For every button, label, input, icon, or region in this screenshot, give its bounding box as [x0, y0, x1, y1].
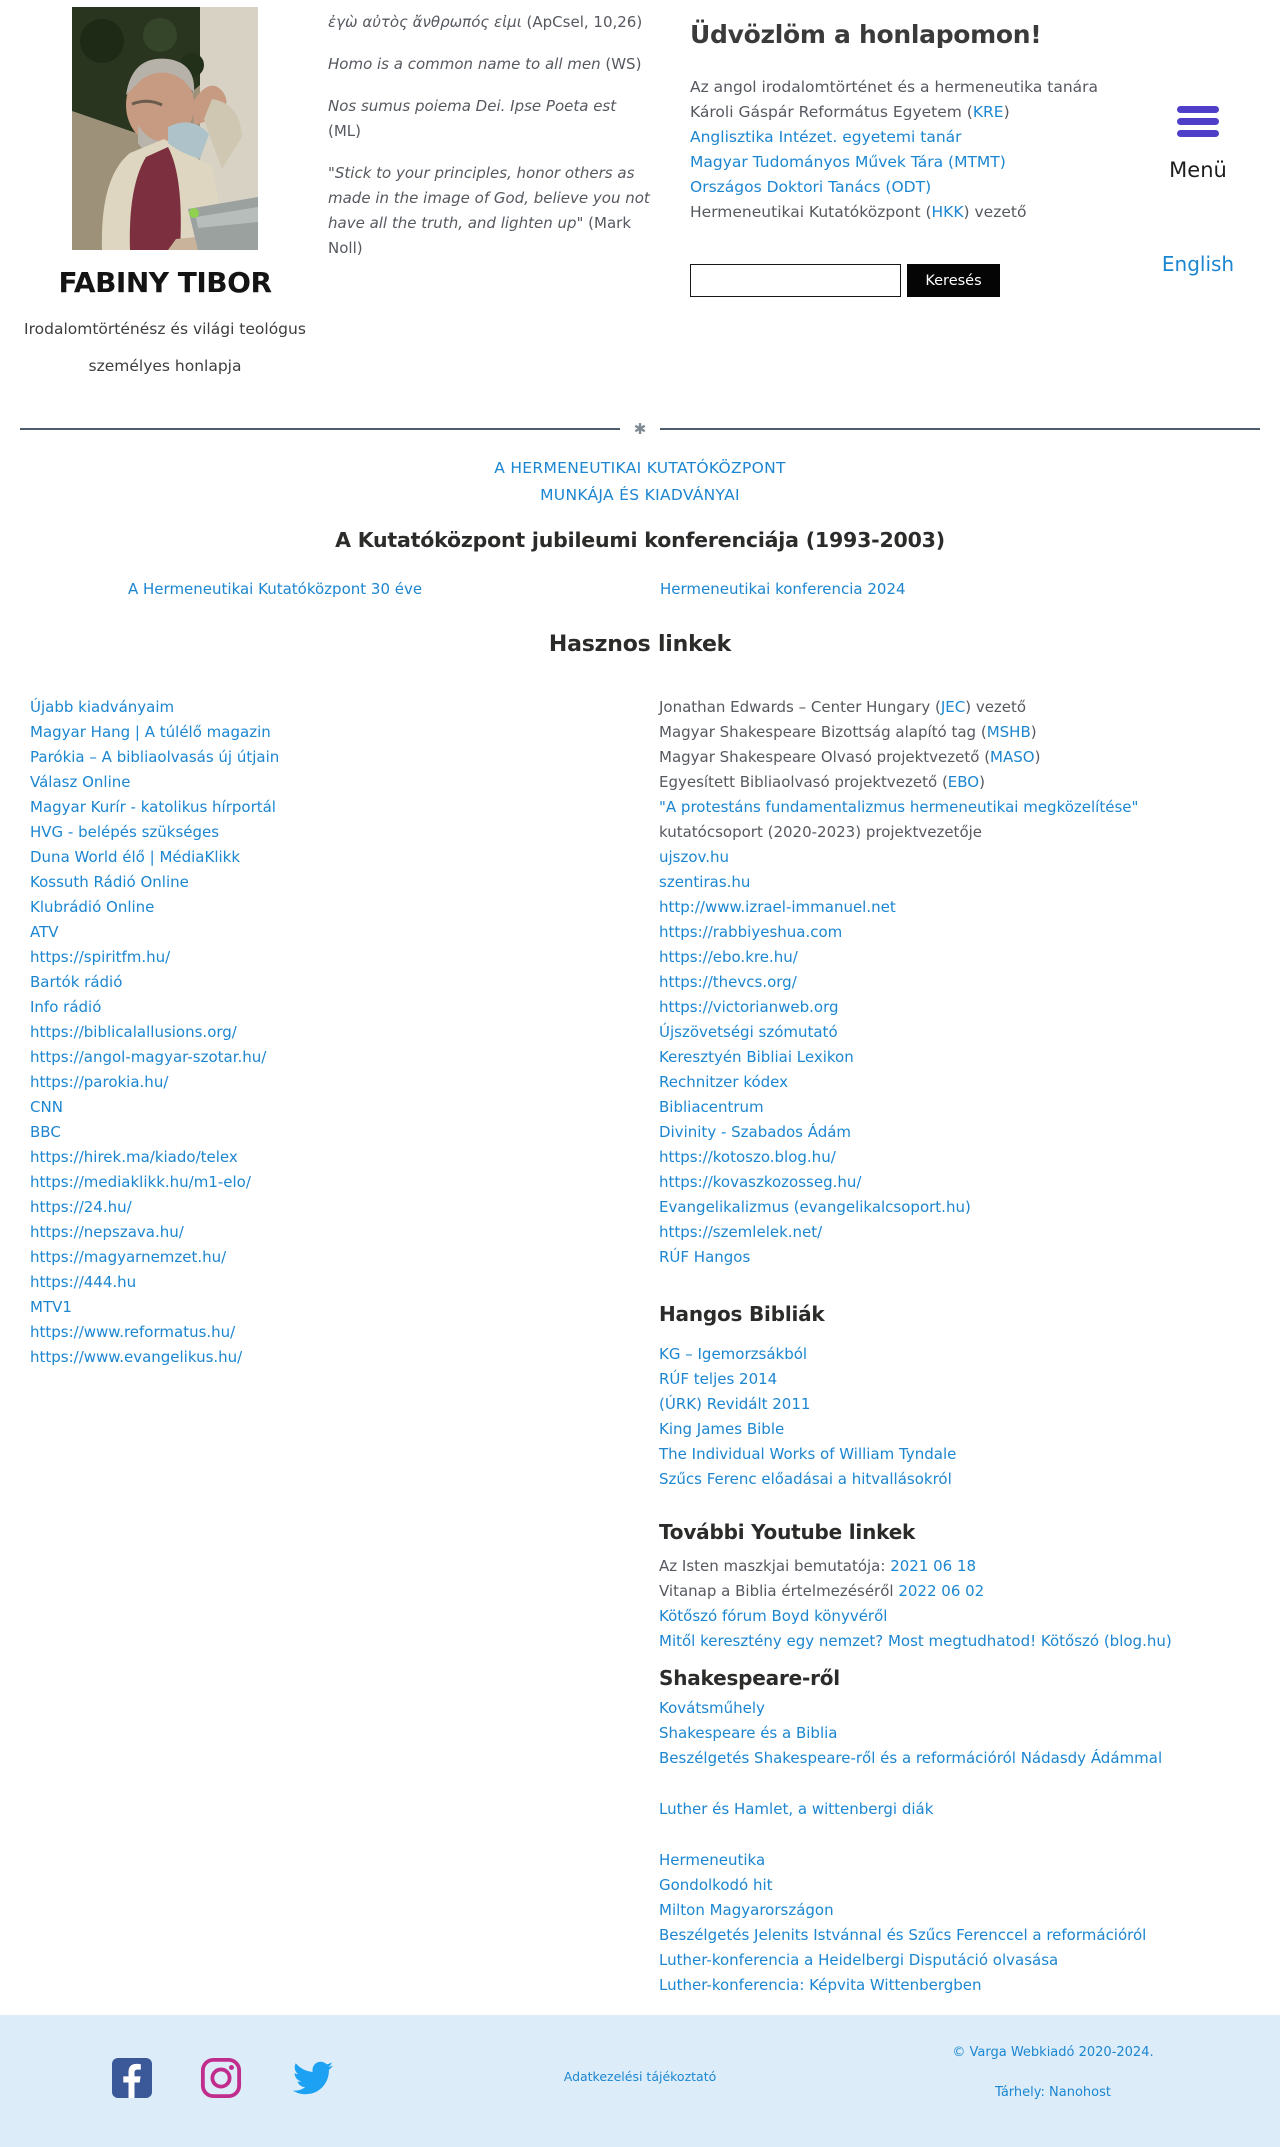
search-bar: [690, 264, 1122, 297]
jubilee-conference-heading: A Kutatóközpont jubileumi konferenciája (1993-2003): [335, 528, 945, 552]
shakespeare-title: Shakespeare-ről: [659, 1666, 840, 1690]
right-column-line: [659, 795, 1259, 820]
useful-link[interactable]: CNN: [30, 1098, 63, 1116]
useful-links-title: Hasznos linkek: [548, 632, 732, 657]
youtube-link[interactable]: 2021 06 18: [890, 1557, 977, 1575]
hamburger-menu-icon[interactable]: [1177, 106, 1219, 137]
useful-link[interactable]: https://rabbiyeshua.com: [659, 923, 843, 941]
useful-link[interactable]: http://www.izrael-immanuel.net: [659, 898, 896, 916]
shakespeare-link[interactable]: Luther-konferencia: Képvita Wittenbergben: [659, 1976, 982, 1994]
right-column-line: [659, 1045, 1259, 1070]
useful-link[interactable]: ATV: [30, 923, 59, 941]
right-column-line: [659, 1120, 1259, 1145]
welcome-link[interactable]: Anglisztika Intézet. egyetemi tanár: [690, 128, 962, 146]
youtube-links-title: További Youtube linkek: [659, 1520, 916, 1544]
welcome-line: [690, 125, 1122, 150]
audio-bible-link[interactable]: KG – Igemorzsákból: [659, 1345, 808, 1363]
shakespeare-link[interactable]: Milton Magyarországon: [659, 1901, 834, 1919]
copyright-text: © Varga Webkiadó 2020-2024.: [952, 2045, 1154, 2060]
welcome-block: [690, 20, 1122, 297]
useful-link[interactable]: Parókia – A bibliaolvasás új útjain: [30, 748, 280, 766]
shakespeare-links-group1: [659, 1696, 1259, 1771]
privacy-policy-link[interactable]: Adatkezelési tájékoztató: [563, 2069, 717, 2084]
hamburger-bar: [1177, 130, 1219, 137]
right-column-line: Magyar Shakespeare Bizottság alapító tag (MSHB): [659, 723, 1037, 741]
research-center-link: [0, 455, 1280, 509]
useful-link[interactable]: https://www.reformatus.hu/: [30, 1323, 236, 1341]
useful-link[interactable]: Bibliacentrum: [659, 1098, 764, 1116]
shakespeare-link[interactable]: Shakespeare és a Biblia: [659, 1724, 838, 1742]
right-column-line: [659, 1195, 1259, 1220]
welcome-line: Hermeneutikai Kutatóközpont (HKK) vezető: [690, 203, 1027, 221]
useful-link[interactable]: https://kotoszo.blog.hu/: [659, 1148, 836, 1166]
shakespeare-link[interactable]: Beszélgetés Jelenits Istvánnal és Szűcs Ferenccel a reformációról: [659, 1926, 1147, 1944]
audio-bible-link[interactable]: The Individual Works of William Tyndale: [659, 1445, 957, 1463]
shakespeare-links-group3: [659, 1848, 1259, 1998]
useful-link[interactable]: Bartók rádió: [30, 973, 123, 991]
useful-link[interactable]: Magyar Hang | A túlélő magazin: [30, 723, 271, 741]
right-column-line: [659, 945, 1259, 970]
audio-bible-link[interactable]: Szűcs Ferenc előadásai a hitvallásokról: [659, 1470, 952, 1488]
youtube-line: Vitanap a Biblia értelmezéséről 2022 06 02: [659, 1582, 985, 1600]
useful-link[interactable]: https://magyarnemzet.hu/: [30, 1248, 227, 1266]
useful-link[interactable]: https://444.hu: [30, 1273, 137, 1291]
welcome-lines: [690, 75, 1122, 225]
right-column-line: [659, 995, 1259, 1020]
useful-link[interactable]: "A protestáns fundamentalizmus hermeneutikai megközelítése": [659, 798, 1139, 816]
useful-link[interactable]: https://spiritfm.hu/: [30, 948, 171, 966]
right-column-line: [659, 920, 1259, 945]
useful-link[interactable]: https://hirek.ma/kiado/telex: [30, 1148, 238, 1166]
profile-block: [0, 7, 330, 375]
audio-bible-link[interactable]: (ÚRK) Revidált 2011: [659, 1395, 811, 1413]
welcome-line: [690, 175, 1122, 200]
useful-links-left-column: [30, 695, 610, 1370]
useful-link[interactable]: MSHB: [986, 723, 1031, 741]
portrait-photo: [72, 7, 258, 250]
right-column-line: [659, 1170, 1259, 1195]
conference-links-row: [0, 580, 1280, 605]
useful-link[interactable]: https://parokia.hu/: [30, 1073, 169, 1091]
welcome-link[interactable]: KRE: [972, 103, 1004, 121]
audio-bibles-title: Hangos Bibliák: [659, 1302, 825, 1326]
useful-link[interactable]: https://24.hu/: [30, 1198, 132, 1216]
useful-link[interactable]: Újszövetségi szómutató: [659, 1023, 838, 1041]
useful-link[interactable]: https://angol-magyar-szotar.hu/: [30, 1048, 267, 1066]
shakespeare-links-group2: [659, 1797, 1259, 1822]
quote-line: Nos sumus poiema Dei. Ipse Poeta est (ML): [328, 97, 617, 140]
hamburger-bar: [1177, 106, 1219, 113]
youtube-link[interactable]: 2022 06 02: [898, 1582, 985, 1600]
useful-link[interactable]: Keresztyén Bibliai Lexikon: [659, 1048, 854, 1066]
right-column-line: [659, 1220, 1259, 1245]
quote-line: Homo is a common name to all men (WS): [328, 55, 642, 73]
youtube-line: Az Isten maszkjai bemutatója: 2021 06 18: [659, 1557, 977, 1575]
useful-link[interactable]: https://mediaklikk.hu/m1-elo/: [30, 1173, 251, 1191]
shakespeare-link[interactable]: Gondolkodó hit: [659, 1876, 773, 1894]
useful-link[interactable]: MTV1: [30, 1298, 72, 1316]
useful-link[interactable]: Duna World élő | MédiaKlikk: [30, 848, 241, 866]
research-center-link-line1[interactable]: A HERMENEUTIKAI KUTATÓKÖZPONT: [494, 459, 786, 477]
welcome-line: Károli Gáspár Református Egyetem (KRE): [690, 103, 1010, 121]
welcome-line: Az angol irodalomtörténet és a hermeneutika tanára: [690, 78, 1099, 96]
search-button[interactable]: Keresés: [907, 264, 1000, 297]
useful-link[interactable]: Divinity - Szabados Ádám: [659, 1123, 852, 1141]
hermeneutics-conference-2024-link[interactable]: Hermeneutikai konferencia 2024: [660, 580, 906, 598]
language-switch-english[interactable]: English: [1161, 252, 1235, 276]
useful-link[interactable]: Magyar Kurír - katolikus hírportál: [30, 798, 276, 816]
useful-link[interactable]: BBC: [30, 1123, 61, 1141]
right-column-line: kutatócsoport (2020-2023) projektvezetője: [659, 823, 983, 841]
useful-link[interactable]: https://ebo.kre.hu/: [659, 948, 798, 966]
right-column-line: [659, 1095, 1259, 1120]
shakespeare-link[interactable]: Beszélgetés Shakespeare-ről és a reformációról Nádasdy Ádámmal: [659, 1749, 1163, 1767]
hosting-text: Tárhely: Nanohost: [995, 2085, 1111, 2100]
audio-bible-link[interactable]: King James Bible: [659, 1420, 785, 1438]
useful-link[interactable]: Evangelikalizmus (evangelikalcsoport.hu): [659, 1198, 971, 1216]
youtube-lines: [659, 1554, 1259, 1654]
section-divider: [20, 420, 1260, 438]
right-column-line: Magyar Shakespeare Olvasó projektvezető (MASO): [659, 748, 1041, 766]
useful-link[interactable]: https://nepszava.hu/: [30, 1223, 184, 1241]
right-column-lines: [659, 695, 1259, 1270]
useful-link[interactable]: Rechnitzer kódex: [659, 1073, 789, 1091]
useful-link[interactable]: https://www.evangelikus.hu/: [30, 1348, 243, 1366]
asterisk-divider-icon: ✱: [633, 420, 647, 438]
footer: [0, 2015, 1280, 2147]
useful-link[interactable]: Újabb kiadványaim: [30, 698, 175, 716]
site-subtitle-line1: Irodalomtörténész és világi teológus: [24, 320, 306, 338]
useful-link[interactable]: https://szemlelek.net/: [659, 1223, 823, 1241]
audio-bible-link[interactable]: RÚF teljes 2014: [659, 1370, 778, 1388]
shakespeare-link[interactable]: Hermeneutika: [659, 1851, 766, 1869]
welcome-link[interactable]: HKK: [931, 203, 964, 221]
right-column-line: [659, 1145, 1259, 1170]
useful-link[interactable]: RÚF Hangos: [659, 1248, 751, 1266]
right-column-line: Jonathan Edwards – Center Hungary (JEC) vezető: [659, 698, 1027, 716]
shakespeare-link[interactable]: Luther-konferencia a Heidelbergi Disputáció olvasása: [659, 1951, 1059, 1969]
research-center-30-years-link[interactable]: A Hermeneutikai Kutatóközpont 30 éve: [128, 580, 423, 598]
right-column-line: [659, 870, 1259, 895]
useful-link[interactable]: HVG - belépés szükséges: [30, 823, 220, 841]
welcome-link[interactable]: Országos Doktori Tanács (ODT): [690, 178, 932, 196]
right-column-line: [659, 1070, 1259, 1095]
quote-block: [328, 10, 650, 278]
useful-link[interactable]: Kossuth Rádió Online: [30, 873, 189, 891]
useful-link[interactable]: https://victorianweb.org: [659, 998, 839, 1016]
quote-line: "Stick to your principles, honor others as made in the image of God, believe you not have all the truth, and lighten up" (Mark Noll): [328, 164, 650, 257]
right-column-line: Egyesített Bibliaolvasó projektvezető (EBO): [659, 773, 985, 791]
right-column-line: [659, 1245, 1259, 1270]
menu-label[interactable]: Menü: [1169, 158, 1227, 182]
search-input[interactable]: [690, 264, 901, 297]
audio-bibles-links: [659, 1342, 1259, 1492]
footer-right-block: [913, 2015, 1193, 2100]
right-column-line: [659, 1020, 1259, 1045]
welcome-link[interactable]: Magyar Tudományos Művek Tára (MTMT): [690, 153, 1006, 171]
useful-link[interactable]: MASO: [990, 748, 1035, 766]
shakespeare-link[interactable]: Luther és Hamlet, a wittenbergi diák: [659, 1800, 934, 1818]
youtube-link[interactable]: Mitől keresztény egy nemzet? Most megtudhatod! Kötőszó (blog.hu): [659, 1632, 1172, 1650]
useful-link[interactable]: JEC: [940, 698, 966, 716]
useful-link[interactable]: szentiras.hu: [659, 873, 751, 891]
shakespeare-link[interactable]: Kovátsműhely: [659, 1699, 765, 1717]
youtube-line: [659, 1629, 1259, 1654]
site-name: FABINY TIBOR: [58, 266, 272, 299]
useful-link[interactable]: EBO: [947, 773, 980, 791]
youtube-link[interactable]: Kötőszó fórum Boyd könyvéről: [659, 1607, 888, 1625]
useful-link[interactable]: Info rádió: [30, 998, 102, 1016]
site-subtitle-line2: személyes honlapja: [88, 357, 242, 375]
right-column-line: [659, 970, 1259, 995]
useful-link[interactable]: https://kovaszkozosseg.hu/: [659, 1173, 862, 1191]
youtube-line: [659, 1604, 1259, 1629]
quote-line: ἐγὼ αὐτὸς ἄνθρωπός εἰμι (ApCsel, 10,26): [328, 13, 643, 31]
welcome-line: [690, 150, 1122, 175]
useful-link[interactable]: https://thevcs.org/: [659, 973, 797, 991]
useful-link[interactable]: Klubrádió Online: [30, 898, 155, 916]
useful-link[interactable]: Válasz Online: [30, 773, 131, 791]
useful-links-right-column: [659, 695, 1259, 1998]
right-column-line: [659, 895, 1259, 920]
useful-link[interactable]: https://biblicalallusions.org/: [30, 1023, 237, 1041]
hamburger-bar: [1177, 118, 1219, 125]
welcome-title: Üdvözlöm a honlapomon!: [690, 20, 1042, 49]
research-center-link-line2[interactable]: MUNKÁJA ÉS KIADVÁNYAI: [540, 486, 740, 504]
useful-link[interactable]: ujszov.hu: [659, 848, 730, 866]
right-column-line: [659, 845, 1259, 870]
